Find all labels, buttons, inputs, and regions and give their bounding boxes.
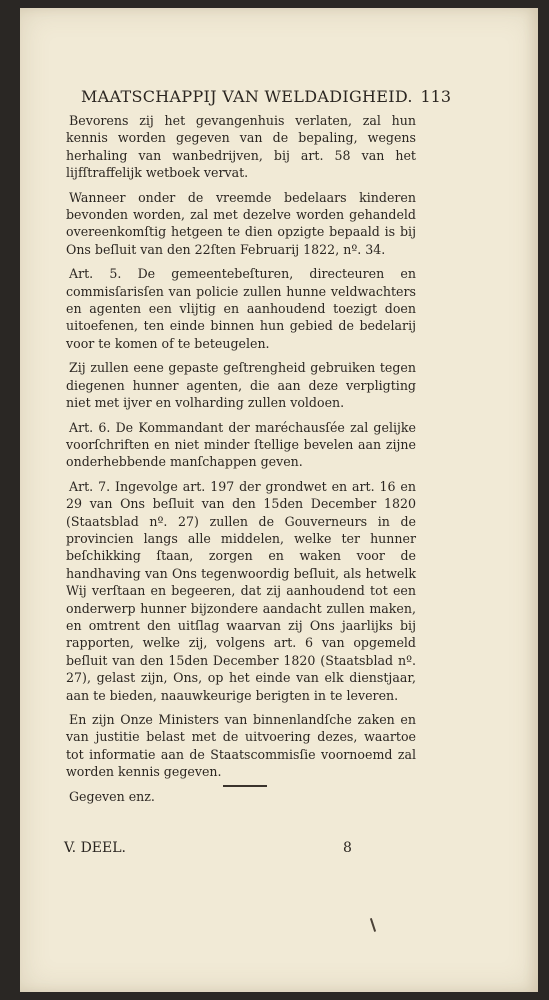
page-footer [64,840,414,860]
paragraph-art-5: Art. 5. De gemeentebeſturen, directeuren en commisſarisſen van policie zullen hunne veldwachters en agenten een vlijtig en aanhoudend toezigt doen uitoefenen, ten einde binnen hun gebied de bedelarij voor te komen of te beteugelen. [66,266,416,351]
paragraph-1: Bevorens zij het gevangenhuis verlaten, zal hun kennis worden gegeven van de bepaling, wegens herhaling van wanbedrijven, bij art. 58 van het lijfſtraffelijk wetboek vervat. [66,113,416,181]
book-page [20,8,538,992]
sheet-number: 8 [343,840,352,856]
page-number: 113 [420,87,451,106]
paragraph-art-7: Art. 7. Ingevolge art. 197 der grondwet en art. 16 en 29 van Ons beſluit van den 15den December 1820 (Staatsblad nº. 27) zullen de Gouverneurs in de provincien langs alle middelen, welke ter hunner beſchikking ſtaan, zorgen en waken voor de handhaving van Ons tegenwoordig beſluit, als hetwelk Wij verſtaan en begeeren, dat zij aanhoudend tot een onderwerp hunner bijzondere aandacht zullen maken, en omtrent den uitſlag waarvan zij Ons jaarlijks bij rapporten, welke zij, volgens art. 6 van opgemeld beſluit van den 15den December 1820 (Staatsblad nº. 27), gelast zijn, Ons, op het einde van elk dienstjaar, aan te bieden, naauwkeurige berigten in te leveren. [66,478,416,703]
running-header [81,87,451,109]
body-text [66,112,416,805]
paragraph-closing: Gegeven enz. [69,788,155,804]
section-divider [223,785,267,787]
ink-mark [370,918,376,932]
volume-signature: V. DEEL. [64,840,126,856]
paragraph-ministers: En zijn Onze Ministers van binnenlandſche zaken en van justitie belast met de uitvoering dezes, waartoe tot informatie aan de Staatscommisſie voornoemd zal worden kennis gegeven. [66,712,416,780]
running-title: MAATSCHAPPIJ VAN WELDADIGHEID. [81,87,413,106]
paragraph-4: Zij zullen eene gepaste geſtrengheid gebruiken tegen diegenen hunner agenten, die aan deze verpligting niet met ijver en volharding zullen voldoen. [66,360,416,411]
paragraph-2: Wanneer onder de vreemde bedelaars kinderen bevonden worden, zal met dezelve worden gehandeld overeenkomſtig hetgeen te dien opzigte bepaald is bij Ons beſluit van den 22ſten Februarij 1822, nº. 34. [66,189,416,257]
paragraph-art-6: Art. 6. De Kommandant der maréchausſée zal gelijke voorſchriften en niet minder ſtellige bevelen aan zijne onderhebbende manſchappen geven. [66,419,416,470]
